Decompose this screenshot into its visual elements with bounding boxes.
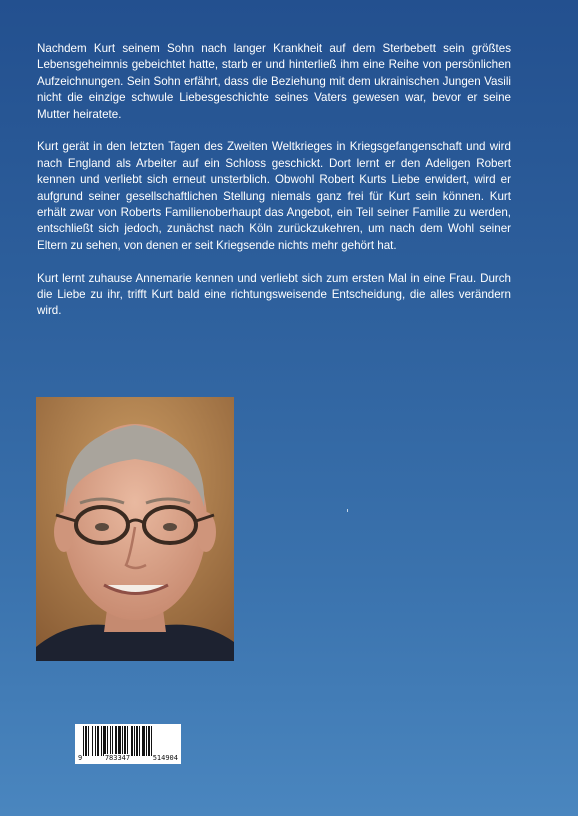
blurb-paragraph-1: Nachdem Kurt seinem Sohn nach langer Krankheit auf dem Sterbebett sein größtes Lebensgeheimnis gebeichtet hatte, starb er und hinterließ ihm eine Reihe von persönlichen Aufzeichnungen. Sein Sohn erfährt, dass die Beziehung mit dem ukrainischen Jungen Vasili nicht die einzige schwule Liebesgeschichte seines Vaters gewesen war, bevor er seine Mutter heiratete. bbox=[37, 42, 511, 121]
author-photo bbox=[36, 397, 234, 661]
back-cover-blurb bbox=[37, 41, 511, 336]
barcode-group-1: 783347 bbox=[104, 754, 131, 762]
barcode-digits bbox=[75, 754, 181, 762]
barcode-group-2: 514904 bbox=[152, 754, 178, 762]
decorative-dot bbox=[347, 509, 348, 512]
isbn-barcode bbox=[75, 724, 181, 764]
blurb-paragraph-3: Kurt lernt zuhause Annemarie kennen und verliebt sich zum ersten Mal in eine Frau. Durch die Liebe zu ihr, trifft Kurt bald eine richtungsweisende Entscheidung, die alles verändern wird. bbox=[37, 271, 511, 318]
blurb-paragraph-2: Kurt gerät in den letzten Tagen des Zweiten Weltkrieges in Kriegsgefangenschaft und wird nach England als Arbeiter auf ein Schloss geschickt. Dort lernt er den Adeligen Robert kennen und verliebt sich erneut unsterblich. Obwohl Robert Kurts Liebe erwidert, wird er aufgrund seiner gesellschaftlichen Stellung niemals ganz frei für Kurt sein können. Kurt erhält zwar von Roberts Familienoberhaupt das Angebot, ein Teil seiner Familie zu werden, entschließt sich jedoch, zunächst nach Köln zurückzukehren, um nach dem Wohl seiner Eltern zu sehen, von denen er seit Kriegsende nichts mehr gehört hat. bbox=[37, 140, 511, 252]
barcode-lead-digit: 9 bbox=[78, 754, 83, 762]
